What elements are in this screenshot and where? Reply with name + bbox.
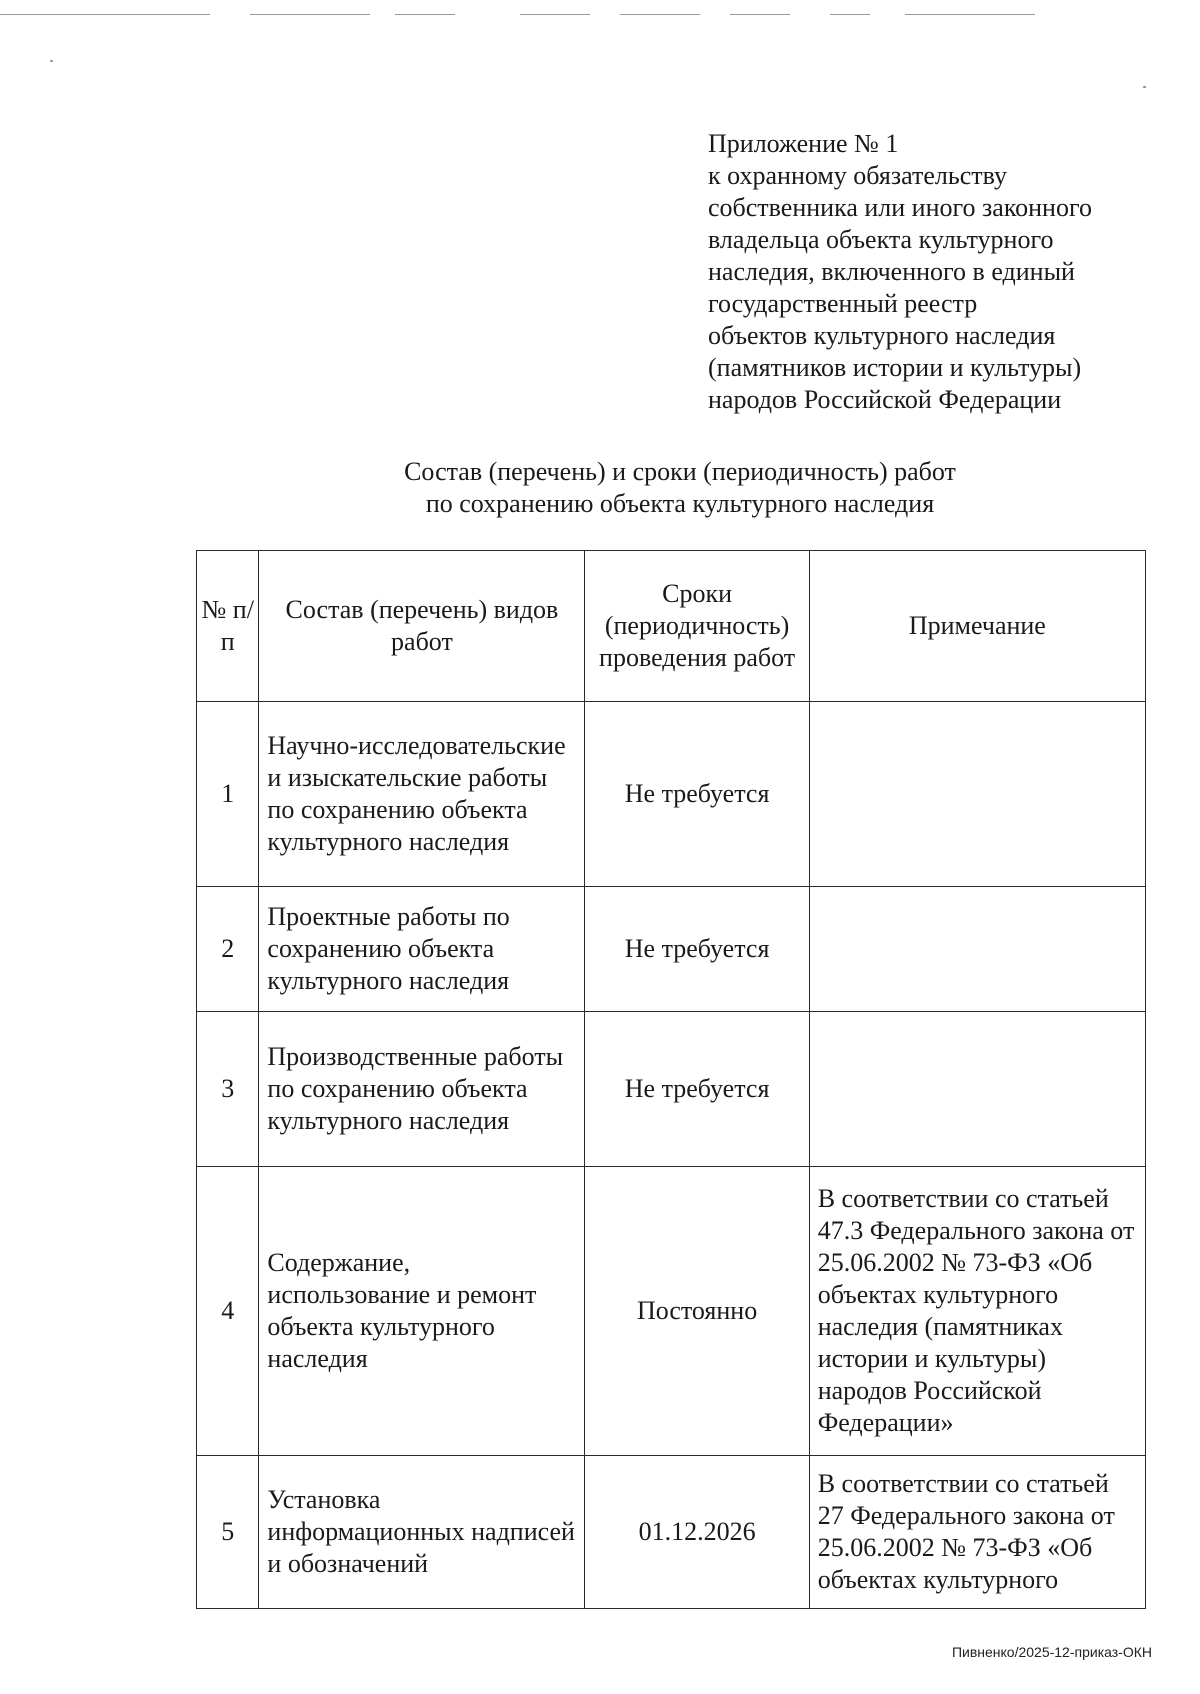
row-note: В соответствии со статьей 27 Федерального закона от 25.06.2002 № 73-ФЗ «Об объектах культурного	[809, 1456, 1145, 1609]
row-work: Содержание, использование и ремонт объекта культурного наследия	[259, 1167, 585, 1456]
appendix-line: Приложение № 1	[708, 129, 899, 158]
document-title	[180, 456, 1180, 520]
scan-speck	[1143, 86, 1146, 88]
row-note	[809, 887, 1145, 1012]
row-work: Проектные работы по сохранению объекта культурного наследия	[259, 887, 585, 1012]
footer-file-reference: Пивненко/2025-12-приказ-ОКН	[951, 1644, 1152, 1660]
row-note	[809, 702, 1145, 887]
appendix-line: народов Российской Федерации	[708, 385, 1062, 414]
document-title-line-2: по сохранению объекта культурного наследия	[425, 489, 935, 518]
row-number: 2	[197, 887, 259, 1012]
table-row	[197, 1012, 1146, 1167]
row-number: 5	[197, 1456, 259, 1609]
row-term: Постоянно	[585, 1167, 809, 1456]
table-header-row	[197, 551, 1146, 702]
document-title-line-1: Состав (перечень) и сроки (периодичность) работ	[404, 457, 956, 486]
row-number: 1	[197, 702, 259, 887]
appendix-line: собственника или иного законного	[708, 193, 1092, 222]
appendix-line: (памятников истории и культуры)	[708, 353, 1082, 382]
table-row	[197, 1456, 1146, 1609]
row-term: 01.12.2026	[585, 1456, 809, 1609]
scan-speck	[50, 60, 53, 62]
header-work-list: Состав (перечень) видов работ	[259, 551, 585, 702]
row-work: Производственные работы по сохранению объекта культурного наследия	[259, 1012, 585, 1167]
row-note	[809, 1012, 1145, 1167]
table-row	[197, 887, 1146, 1012]
row-work: Установка информационных надписей и обозначений	[259, 1456, 585, 1609]
appendix-header	[708, 128, 1168, 416]
row-note: В соответствии со статьей 47.3 Федерального закона от 25.06.2002 № 73-ФЗ «Об объектах культурного наследия (памятниках истории и культуры) народов Российской Федерации»	[809, 1167, 1145, 1456]
appendix-line: владельца объекта культурного	[708, 225, 1054, 254]
appendix-line: наследия, включенного в единый	[708, 257, 1075, 286]
row-work: Научно-исследовательские и изыскательские работы по сохранению объекта культурного наследия	[259, 702, 585, 887]
works-table	[196, 550, 1146, 1609]
row-term: Не требуется	[585, 1012, 809, 1167]
appendix-line: к охранному обязательству	[708, 161, 1008, 190]
appendix-line: объектов культурного наследия	[708, 321, 1056, 350]
table-row	[197, 702, 1146, 887]
row-number: 3	[197, 1012, 259, 1167]
table-row	[197, 1167, 1146, 1456]
scan-artifact-top-edge	[0, 0, 1200, 30]
row-term: Не требуется	[585, 702, 809, 887]
row-term: Не требуется	[585, 887, 809, 1012]
appendix-line: государственный реестр	[708, 289, 978, 318]
header-term: Сроки (периодичность) проведения работ	[585, 551, 809, 702]
row-number: 4	[197, 1167, 259, 1456]
header-note: Примечание	[809, 551, 1145, 702]
header-number: № п/п	[197, 551, 259, 702]
